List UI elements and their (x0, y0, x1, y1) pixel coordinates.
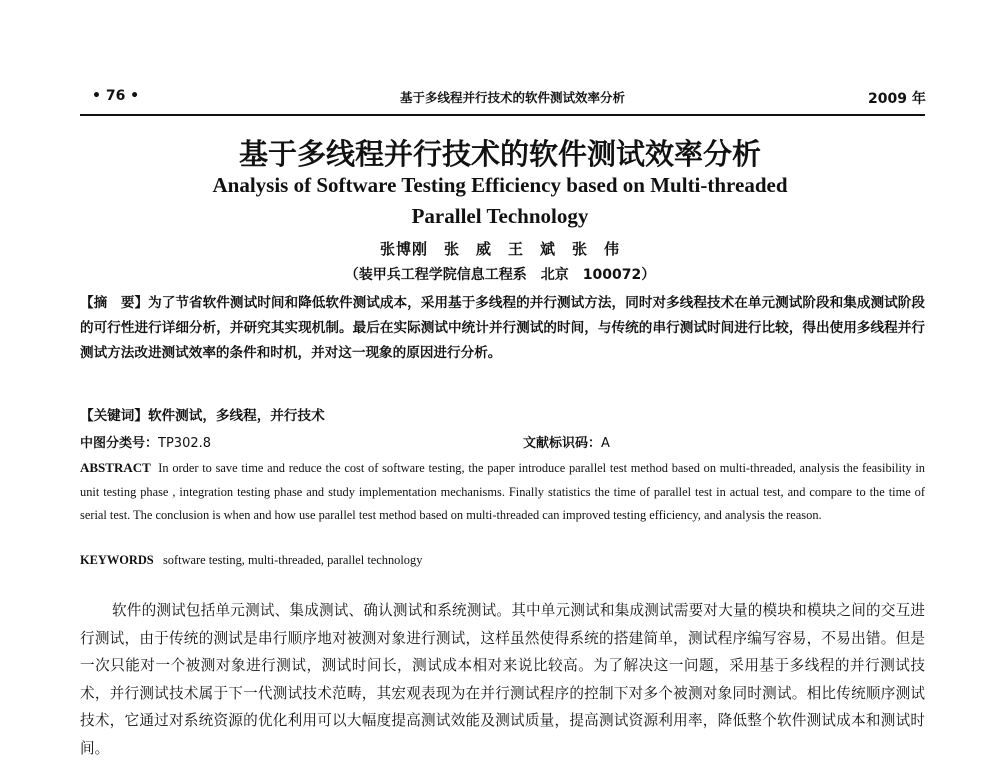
abstract-en-label: ABSTRACT (80, 460, 151, 475)
abstract-en-text: In order to save time and reduce the cost of software testing, the paper introduce parallel test method based on multi-threaded, analysis the feasibility in unit testing phase , integration testing phase and study implementation mechanisms. Finally statistics the time of parallel test in actual test, and compare to the time of serial test. The conclusion is when and how use parallel test method based on multi-threaded can improved testing efficiency, and analysis the reason. (80, 461, 925, 522)
body-paragraph: 软件的测试包括单元测试、集成测试、确认测试和系统测试。其中单元测试和集成测试需要对大量的模块和模块之间的交互进行测试，由于传统的测试是串行顺序地对被测对象进行测试，这样虽然使得系统的搭建简单，测试程序编写容易，不易出错。但是一次只能对一个被测对象进行测试，测试时间长，测试成本相对来说比较高。为了解决这一问题，采用基于多线程的并行测试技术，并行测试技术属于下一代测试技术范畴，其宏观表现为在并行测试程序的控制下对多个被测对象同时测试。相比传统顺序测试技术，它通过对系统资源的优化利用可以大幅度提高测试效能及测试质量，提高测试资源利用率，降低整个软件测试成本和测试时间。 (80, 602, 925, 757)
abstract-zh-label: 【摘 要】 (80, 295, 149, 311)
abstract-zh-text: 为了节省软件测试时间和降低软件测试成本，采用基于多线程的并行测试方法，同时对多线程技术在单元测试阶段和集成测试阶段的可行性进行详细分析，并研究其实现机制。最后在实际测试中统计并行测试的时间，与传统的串行测试时间进行比较，得出使用多线程并行测试方法改进测试效率的条件和时机，并对这一现象的原因进行分析。 (80, 295, 926, 361)
header-rule (80, 114, 925, 116)
affiliation: （装甲兵工程学院信息工程系 北京 100072） (344, 267, 656, 283)
running-title: 基于多线程并行技术的软件测试效率分析 (400, 90, 626, 105)
classification-label: 中图分类号： (80, 436, 159, 451)
keywords-en-label: KEYWORDS (80, 553, 154, 567)
keywords-chinese (80, 404, 325, 424)
abstract-english (80, 456, 925, 528)
document-code (523, 432, 610, 451)
journal-year: 2009 年 (868, 91, 926, 107)
document-code-value: A (601, 436, 610, 451)
keywords-en-text: software testing, multi-threaded, parallel technology (162, 553, 423, 567)
classification-value: TP302.8 (158, 436, 212, 451)
document-code-label: 文献标识码： (523, 436, 602, 451)
title-chinese: 基于多线程并行技术的软件测试效率分析 (238, 137, 761, 171)
keywords-zh-text: 软件测试，多线程，并行技术 (147, 408, 325, 424)
authors: 张博刚 张 威 王 斌 张 伟 (379, 240, 620, 258)
page-number: • 76 • (92, 88, 140, 104)
abstract-chinese (80, 291, 925, 366)
keywords-english (80, 553, 422, 568)
title-english-line2: Parallel Technology (411, 204, 589, 228)
classification-number (80, 432, 211, 451)
keywords-zh-label: 【关键词】 (80, 408, 148, 424)
title-english-line1: Analysis of Software Testing Efficiency based on Multi-threaded (212, 173, 788, 197)
